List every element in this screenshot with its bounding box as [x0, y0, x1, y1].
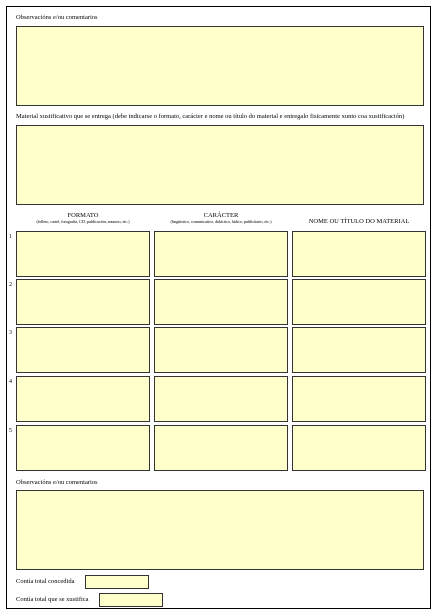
header-nome: [292, 218, 426, 225]
row5-caracter-field[interactable]: [154, 425, 288, 471]
row-number: 5: [9, 428, 12, 434]
row4-caracter-field[interactable]: [154, 376, 288, 422]
total-granted-field[interactable]: [85, 575, 149, 589]
header-caracter-sub: (lingüístico, comunicativo, didáctico, lúdico, publicitario, etc.): [170, 219, 272, 224]
total-justified-label: Contía total que se xustifica: [16, 596, 89, 603]
row1-formato-field[interactable]: [16, 231, 150, 277]
total-granted-label: Contía total concedida: [16, 578, 75, 585]
row1-nome-field[interactable]: [292, 231, 426, 277]
row-number: 3: [9, 330, 12, 336]
row-number: 1: [9, 234, 12, 240]
row5-nome-field[interactable]: [292, 425, 426, 471]
material-field[interactable]: [16, 125, 424, 205]
total-justified-field[interactable]: [99, 593, 163, 607]
observations-field[interactable]: [16, 26, 424, 106]
row3-formato-field[interactable]: [16, 327, 150, 373]
row2-formato-field[interactable]: [16, 279, 150, 325]
material-label: Material xustificativo que se entrega (debe indicarse o formato, carácter e nome ou título do material e entregalo fisicamente xunto coa xustificación): [16, 113, 405, 120]
row3-nome-field[interactable]: [292, 327, 426, 373]
row4-formato-field[interactable]: [16, 376, 150, 422]
row-number: 2: [9, 282, 12, 288]
row4-nome-field[interactable]: [292, 376, 426, 422]
header-formato-sub: (folleto, cartel, fotografía, CD, publicación, anuncio, etc.): [36, 219, 130, 224]
row2-caracter-field[interactable]: [154, 279, 288, 325]
observations-label: Observacións e/ou comentarios: [16, 479, 98, 486]
observations-bottom-field[interactable]: [16, 490, 424, 570]
header-nome-title: NOME OU TÍTULO DO MATERIAL: [308, 218, 410, 225]
header-formato: [16, 212, 150, 225]
header-formato-title: FORMATO: [67, 212, 99, 219]
row2-nome-field[interactable]: [292, 279, 426, 325]
row1-caracter-field[interactable]: [154, 231, 288, 277]
row5-formato-field[interactable]: [16, 425, 150, 471]
header-caracter-title: CARÁCTER: [203, 212, 239, 219]
header-caracter: [154, 212, 288, 225]
row3-caracter-field[interactable]: [154, 327, 288, 373]
row-number: 4: [9, 379, 12, 385]
observations-label: Observacións e/ou comentarios: [16, 14, 98, 21]
